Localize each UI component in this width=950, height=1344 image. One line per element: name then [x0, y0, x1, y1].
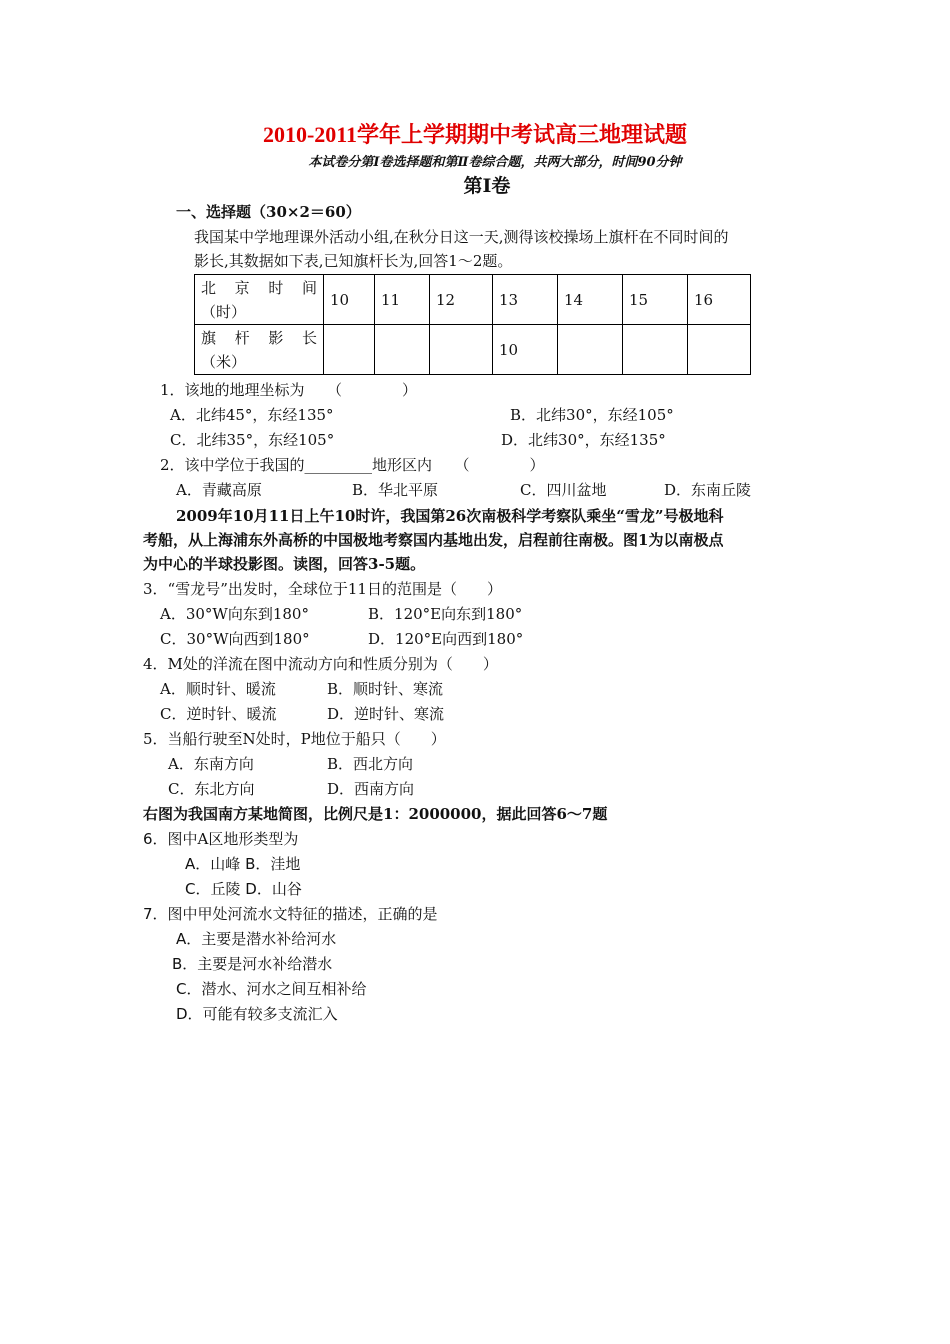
question-1-option-d: D．北纬30°，东经135°	[501, 431, 666, 449]
question-7-option-c	[176, 978, 367, 1000]
question-6-options-cd	[185, 878, 302, 900]
row-header-unit: （米）	[201, 352, 247, 371]
question-4-option-b: B．顺时针、寒流	[327, 680, 444, 698]
table-cell-shadow	[688, 325, 751, 375]
question-6-text: 图中A区地形类型为	[167, 830, 299, 848]
question-3-option-c: C．30°W向西到180°	[160, 630, 310, 648]
table-cell-shadow	[324, 325, 375, 375]
question-1-option-a: A．北纬45°，东经135°	[170, 406, 334, 424]
passage-2-line-1: 2009年10月11日上午10时许，我国第26次南极科学考察队乘坐“雪龙”号极地科	[176, 507, 724, 525]
question-2-option-d: D．东南丘陵	[664, 481, 752, 499]
table-cell-hour: 13	[493, 275, 558, 325]
question-6-options-ab	[185, 853, 300, 875]
question-3-option-a: A．30°W向东到180°	[160, 605, 309, 623]
question-6-option-b: 洼地	[270, 855, 301, 873]
question-4-stem: 4．M处的洋流在图中流动方向和性质分别为（ ）	[143, 655, 498, 673]
question-7-option-a-letter: A．	[176, 930, 202, 948]
question-2-option-a: A．青藏高原	[176, 481, 262, 499]
question-1-option-b: B．北纬30°，东经105°	[510, 406, 674, 424]
question-3-stem: 3．“雪龙号”出发时，全球位于11日的范围是（ ）	[143, 580, 502, 598]
question-5-option-d: D．西南方向	[327, 780, 415, 798]
question-6-option-c-letter: C．	[185, 880, 211, 898]
passage-2-line-2: 考船，从上海浦东外高桥的中国极地考察国内基地出发，启程前往南极。图1为以南极点	[143, 531, 724, 549]
row-header-beijing-time	[195, 275, 324, 325]
table-cell-hour: 15	[623, 275, 688, 325]
question-7-option-a	[176, 928, 336, 950]
question-7-option-b-letter: B．	[172, 955, 198, 973]
question-6-option-b-letter: B．	[245, 855, 271, 873]
intro-line-2: 影长,其数据如下表,已知旗杆长为,回答1～2题。	[194, 252, 513, 270]
question-2-option-b: B．华北平原	[352, 481, 439, 499]
row-header-char: 北	[201, 278, 217, 297]
exam-subtitle: 本试卷分第Ⅰ卷选择题和第Ⅱ卷综合题，共两大部分，时间90分钟	[308, 155, 682, 170]
question-5-stem: 5．当船行驶至N处时，P地位于船只（ ）	[143, 730, 446, 748]
question-7-stem	[143, 903, 438, 925]
table-cell-hour: 10	[324, 275, 375, 325]
question-2-option-c: C．四川盆地	[520, 481, 607, 499]
question-7-option-c-letter: C．	[176, 980, 202, 998]
question-7-option-a-text: 主要是潜水补给河水	[201, 930, 337, 948]
question-3-option-b: B．120°E向东到180°	[368, 605, 523, 623]
question-6-option-a-letter: A．	[185, 855, 211, 873]
question-5-option-b: B．西北方向	[327, 755, 414, 773]
passage-3-line-1: 右图为我国南方某地简图，比例尺是1：2000000，据此回答6～7题	[143, 805, 608, 823]
question-7-option-b-text: 主要是河水补给潜水	[197, 955, 333, 973]
row-header-char: 间	[301, 278, 317, 297]
question-7-option-d	[176, 1003, 338, 1025]
question-6-option-c: 丘陵	[210, 880, 241, 898]
table-cell-hour: 12	[430, 275, 493, 325]
question-7-option-d-letter: D．	[176, 1005, 203, 1023]
question-6-option-d: 山谷	[271, 880, 302, 898]
question-5-option-c: C．东北方向	[168, 780, 255, 798]
section-heading: 一、选择题（30×2＝60）	[176, 203, 361, 221]
table-cell-shadow	[623, 325, 688, 375]
volume-heading: 第Ⅰ卷	[463, 175, 511, 197]
question-4-option-c: C．逆时针、暖流	[160, 705, 277, 723]
table-cell-shadow	[558, 325, 623, 375]
question-7-option-c-text: 潜水、河水之间互相补给	[201, 980, 367, 998]
table-cell-shadow: 10	[493, 325, 558, 375]
question-6-number: 6．	[143, 830, 168, 848]
question-7-number: 7．	[143, 905, 168, 923]
row-header-char: 京	[234, 278, 250, 297]
table-cell-hour: 11	[375, 275, 430, 325]
table-row-shadow	[195, 325, 751, 375]
row-header-shadow-length	[195, 325, 324, 375]
question-6-stem	[143, 828, 298, 850]
table-cell-shadow	[375, 325, 430, 375]
table-cell-hour: 16	[688, 275, 751, 325]
row-header-unit: （时）	[201, 302, 247, 321]
table-row-hours	[195, 275, 751, 325]
table-cell-shadow	[430, 325, 493, 375]
row-header-char: 旗	[201, 328, 217, 347]
question-7-option-b	[172, 953, 332, 975]
question-6-option-a: 山峰	[210, 855, 241, 873]
question-2-stem: 2．该中学位于我国的_________地形区内 （ ）	[160, 456, 545, 474]
question-3-option-d: D．120°E向西到180°	[368, 630, 524, 648]
question-1-option-c: C．北纬35°，东经105°	[170, 431, 335, 449]
question-4-option-d: D．逆时针、寒流	[327, 705, 445, 723]
intro-line-1: 我国某中学地理课外活动小组,在秋分日这一天,测得该校操场上旗杆在不同时间的	[194, 228, 729, 246]
passage-2-line-3: 为中心的半球投影图。读图，回答3-5题。	[143, 555, 426, 573]
exam-title: 2010-2011学年上学期期中考试高三地理试题	[262, 122, 688, 147]
question-5-option-a: A．东南方向	[168, 755, 254, 773]
row-header-char: 时	[268, 278, 284, 297]
question-4-option-a: A．顺时针、暖流	[160, 680, 276, 698]
shadow-length-table	[194, 274, 751, 375]
row-header-char: 长	[301, 328, 317, 347]
row-header-char: 杆	[234, 328, 250, 347]
table-cell-hour: 14	[558, 275, 623, 325]
question-6-option-d-letter: D．	[245, 880, 272, 898]
row-header-char: 影	[268, 328, 284, 347]
question-7-option-d-text: 可能有较多支流汇入	[202, 1005, 338, 1023]
question-7-text: 图中甲处河流水文特征的描述，正确的是	[167, 905, 438, 923]
question-1-stem: 1．该地的地理坐标为 （ ）	[160, 381, 418, 399]
